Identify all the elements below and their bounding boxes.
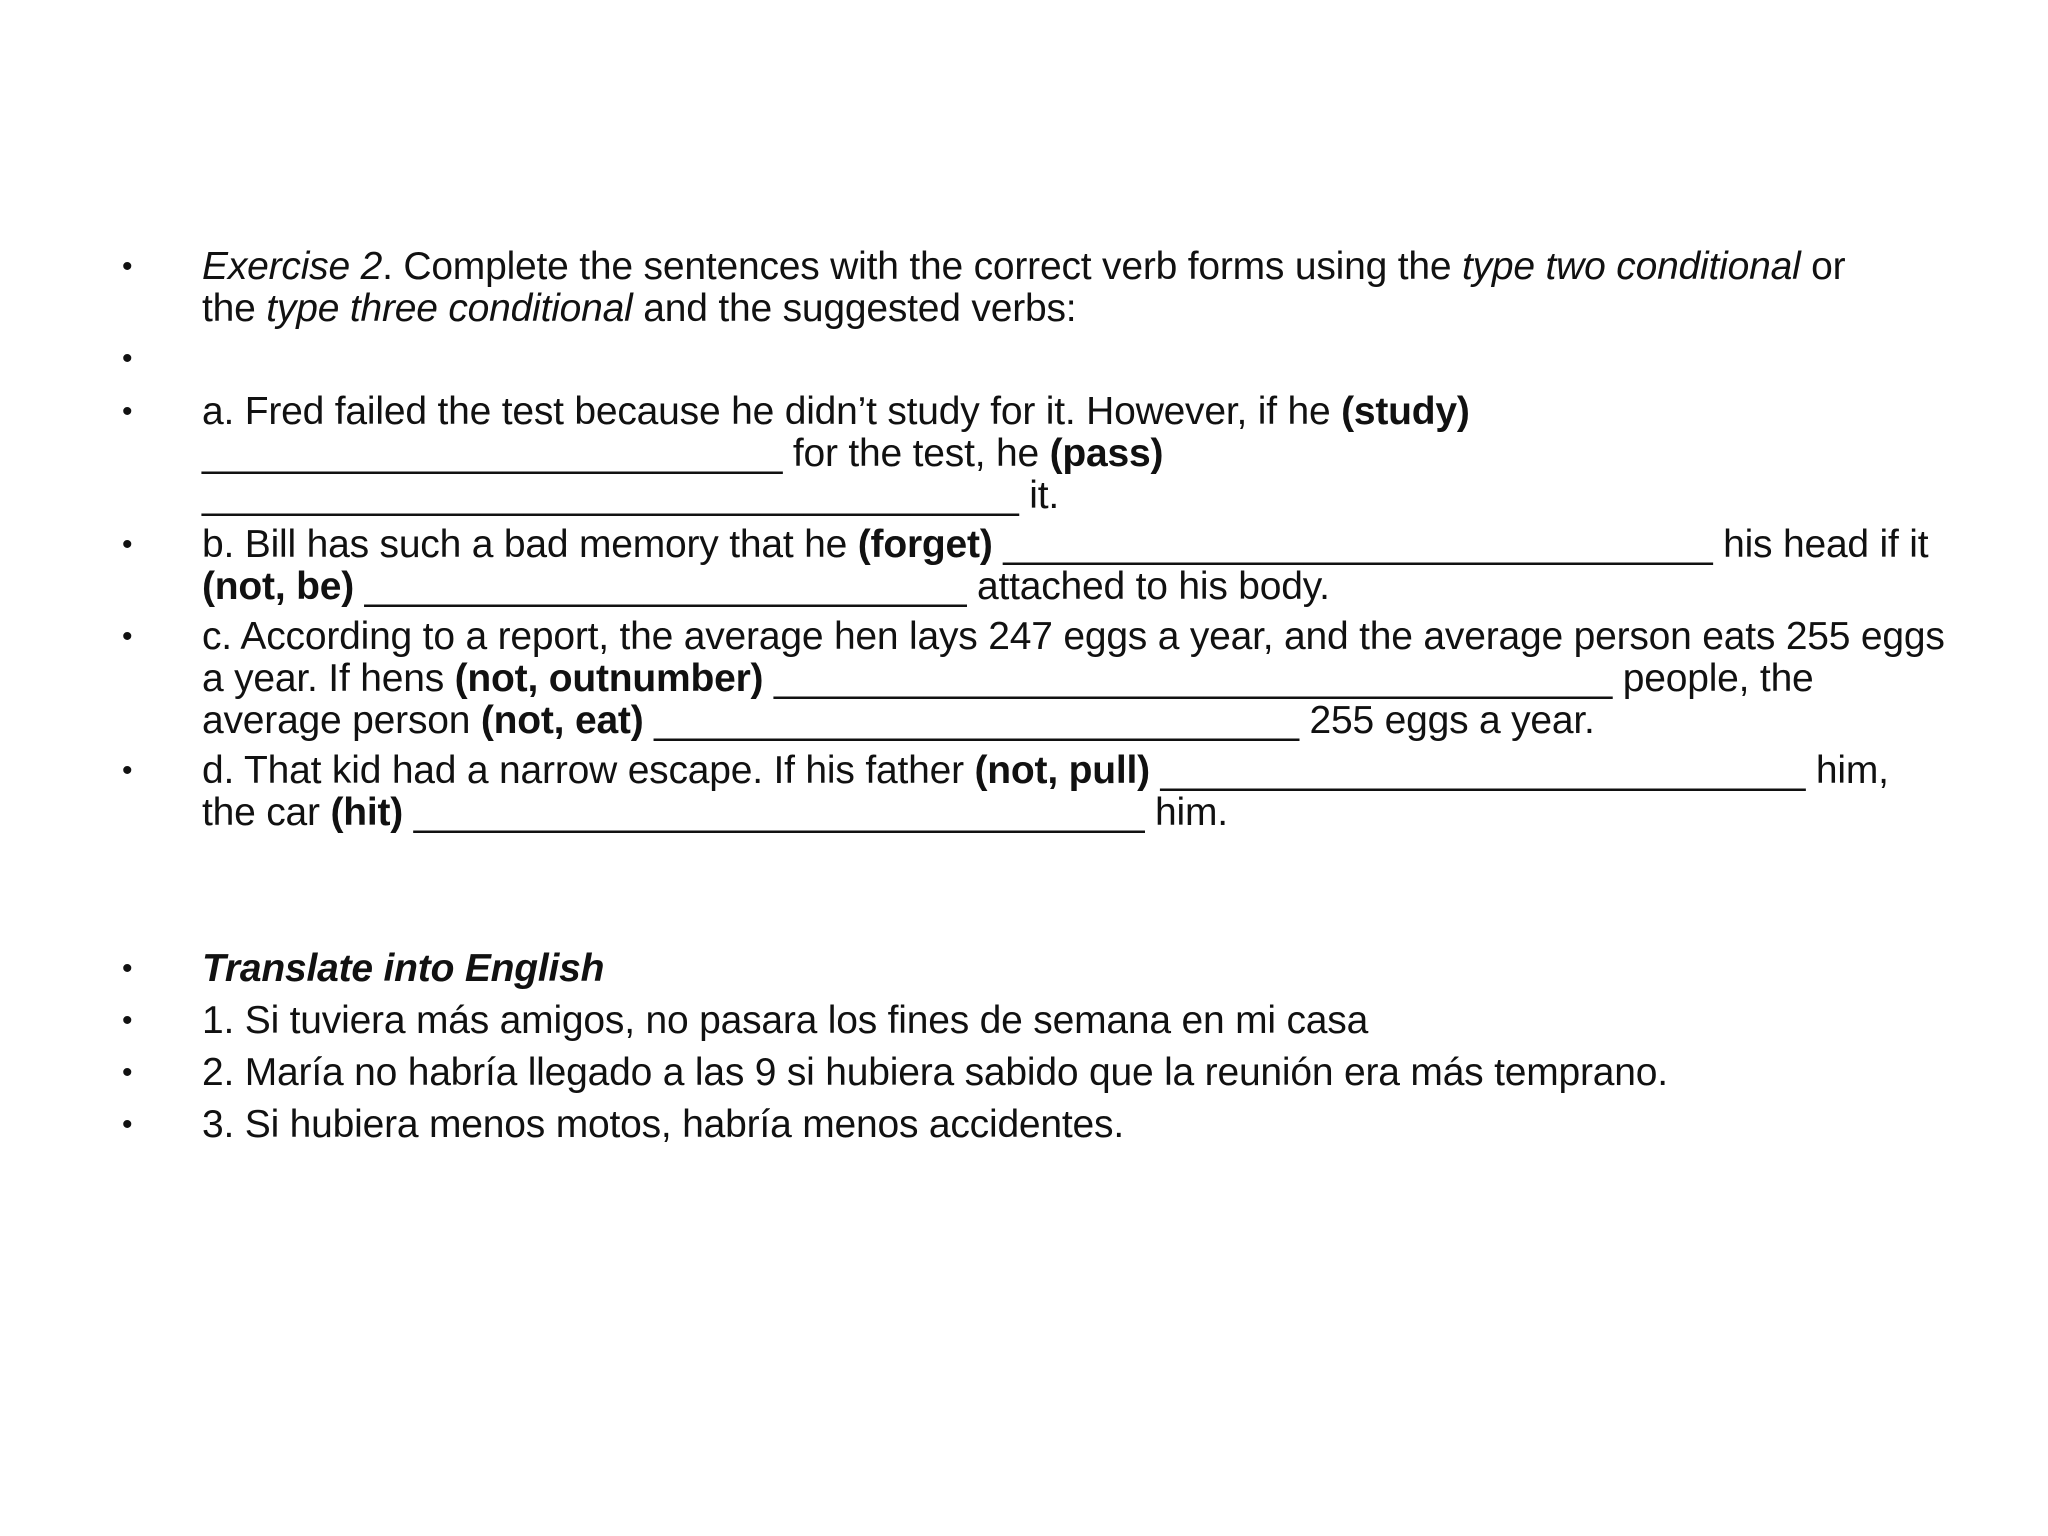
answer-blank[interactable]: ____________________________	[354, 565, 967, 608]
answer-blank[interactable]: ______________________________	[643, 699, 1299, 742]
item-d-text	[202, 750, 1962, 834]
item-d-text-1: d. That kid had a narrow escape. If his father	[202, 749, 975, 792]
item-d-text-3: the car	[202, 791, 331, 834]
translate-sentence-1-text	[202, 1000, 1962, 1042]
bullet-dot: •	[122, 250, 133, 283]
item-c-text-4: average person	[202, 699, 481, 742]
item-a-text-2: for the test, he	[782, 432, 1050, 475]
item-d-text-4: him.	[1144, 791, 1228, 834]
item-c-text-2: a year. If hens	[202, 657, 455, 700]
item-a-text-3: it.	[1018, 474, 1059, 517]
bullet-dot: •	[122, 395, 133, 428]
verb-pass: (pass)	[1049, 432, 1164, 475]
translate-sentence-2-text	[202, 1052, 1962, 1094]
item-b-text-2: his head if it	[1712, 523, 1929, 566]
item-c-text-3: people, the	[1612, 657, 1814, 700]
item-c-text-5: 255 eggs a year.	[1298, 699, 1595, 742]
sentence-2: 2. María no habría llegado a las 9 si hubiera sabido que la reunión era más temprano.	[202, 1051, 1668, 1094]
item-d-text-2: him,	[1805, 749, 1889, 792]
answer-blank[interactable]: ______________________________	[1149, 749, 1806, 792]
bullet-dot: •	[122, 754, 133, 787]
translate-heading-text	[202, 948, 1962, 990]
type-three-term: type three conditional	[266, 287, 633, 330]
answer-blank[interactable]: _________________________________	[992, 523, 1713, 566]
verb-not-pull: (not, pull)	[974, 749, 1150, 792]
bullet-dot: •	[122, 1004, 133, 1037]
verb-not-be: (not, be)	[202, 565, 354, 608]
sentence-1: 1. Si tuviera más amigos, no pasara los fines de semana en mi casa	[202, 999, 1369, 1042]
item-c-text	[202, 616, 1962, 742]
sentence-3: 3. Si hubiera menos motos, habría menos accidentes.	[202, 1103, 1124, 1146]
item-b-text	[202, 524, 1962, 608]
answer-blank[interactable]: _______________________________________	[763, 657, 1613, 700]
bullet-dot: •	[122, 528, 133, 561]
verb-not-outnumber: (not, outnumber)	[454, 657, 764, 700]
bullet-dot: •	[122, 1056, 133, 1089]
item-a-text	[202, 391, 1962, 517]
item-a-text-1: a. Fred failed the test because he didn’t study for it. However, if he	[202, 390, 1342, 433]
header-text-2: or	[1800, 245, 1846, 288]
answer-blank[interactable]: __________________________________	[403, 791, 1145, 834]
exercise-label: Exercise 2	[202, 245, 383, 288]
verb-not-eat: (not, eat)	[480, 699, 644, 742]
bullet-dot: •	[122, 342, 133, 375]
answer-blank[interactable]: ______________________________________	[202, 474, 1019, 517]
verb-hit: (hit)	[330, 791, 404, 834]
translate-heading: Translate into English	[202, 947, 605, 990]
exercise-header-text	[202, 246, 1962, 330]
answer-blank[interactable]: ___________________________	[202, 432, 783, 475]
header-text-1: . Complete the sentences with the correct verb forms using the	[382, 245, 1462, 288]
bullet-dot: •	[122, 1108, 133, 1141]
bullet-dot: •	[122, 620, 133, 653]
verb-study: (study)	[1341, 390, 1470, 433]
bullet-dot: •	[122, 952, 133, 985]
item-b-text-3: attached to his body.	[966, 565, 1330, 608]
item-c-text-1: c. According to a report, the average hen lays 247 eggs a year, and the average person eats 255 eggs	[202, 615, 1945, 658]
header-text-4: and the suggested verbs:	[632, 287, 1077, 330]
item-b-text-1: b. Bill has such a bad memory that he	[202, 523, 858, 566]
translate-sentence-3-text	[202, 1104, 1962, 1146]
verb-forget: (forget)	[857, 523, 993, 566]
header-text-3: the	[202, 287, 267, 330]
type-two-term: type two conditional	[1462, 245, 1801, 288]
